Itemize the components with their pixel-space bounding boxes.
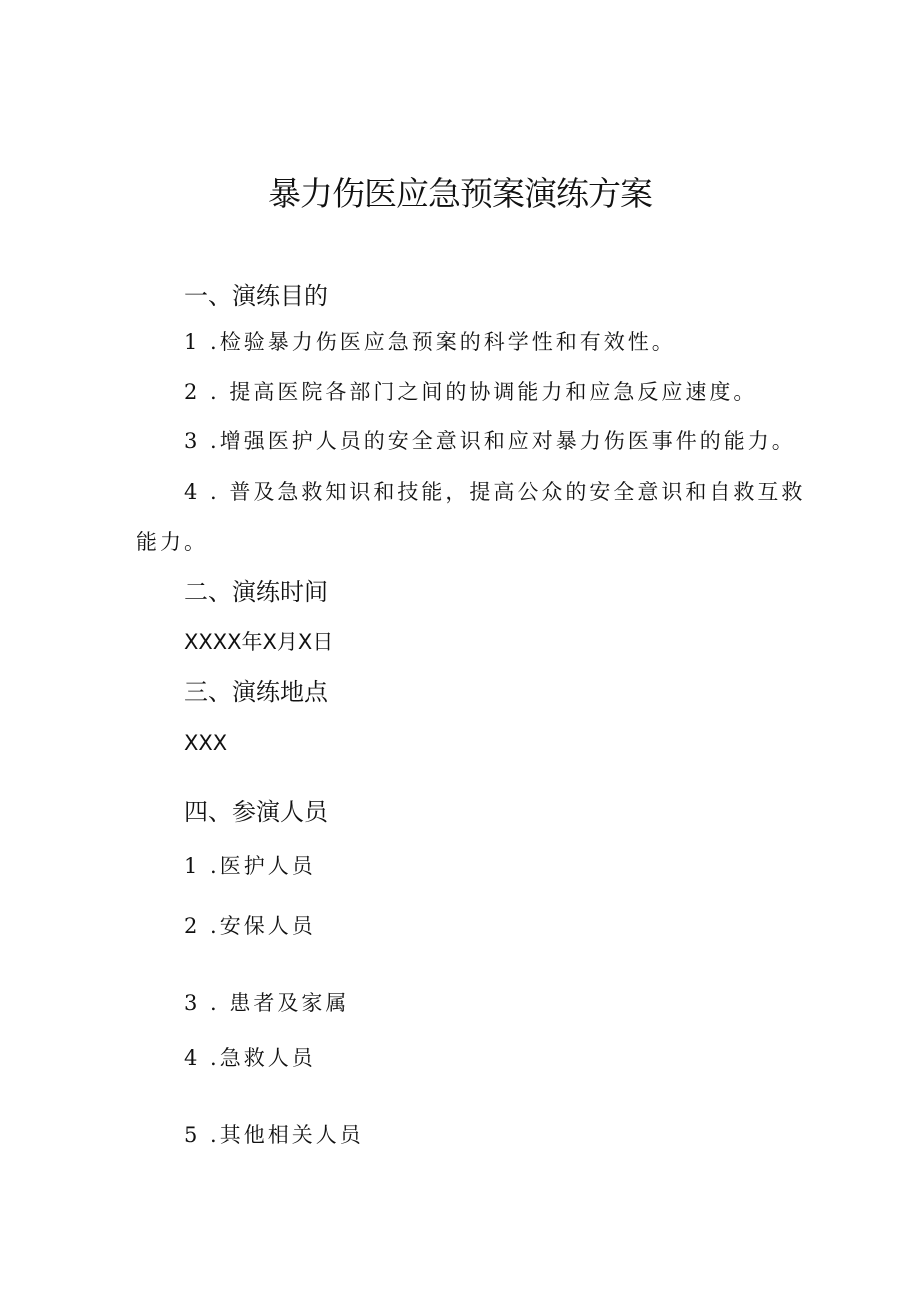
document-title: 暴力伤医应急预案演练方案 [268,174,652,213]
section-heading-location: 三、演练地点 [184,678,328,706]
purpose-item-3: 3 .增强医护人员的安全意识和应对暴力伤医事件的能力。 [184,429,796,453]
participant-item-3: 3 . 患者及家属 [184,991,350,1015]
participant-item-1: 1 .医护人员 [184,854,316,878]
section-heading-purpose: 一、演练目的 [184,282,328,310]
section-heading-participants: 四、参演人员 [184,798,328,826]
purpose-item-1: 1 .检验暴力伤医应急预案的科学性和有效性。 [184,330,676,354]
purpose-item-4-continued: 能力。 [136,530,208,554]
participant-item-2: 2 .安保人员 [184,914,316,938]
participant-item-4: 4 .急救人员 [184,1046,316,1070]
drill-location: XXX [184,731,228,755]
participant-item-5: 5 .其他相关人员 [184,1123,364,1147]
drill-date: XXXX年X月X日 [184,630,334,654]
purpose-item-4: 4 . 普及急救知识和技能，提高公众的安全意识和自救互救 [184,480,806,504]
purpose-item-2: 2 . 提高医院各部门之间的协调能力和应急反应速度。 [184,380,758,404]
section-heading-time: 二、演练时间 [184,578,328,606]
